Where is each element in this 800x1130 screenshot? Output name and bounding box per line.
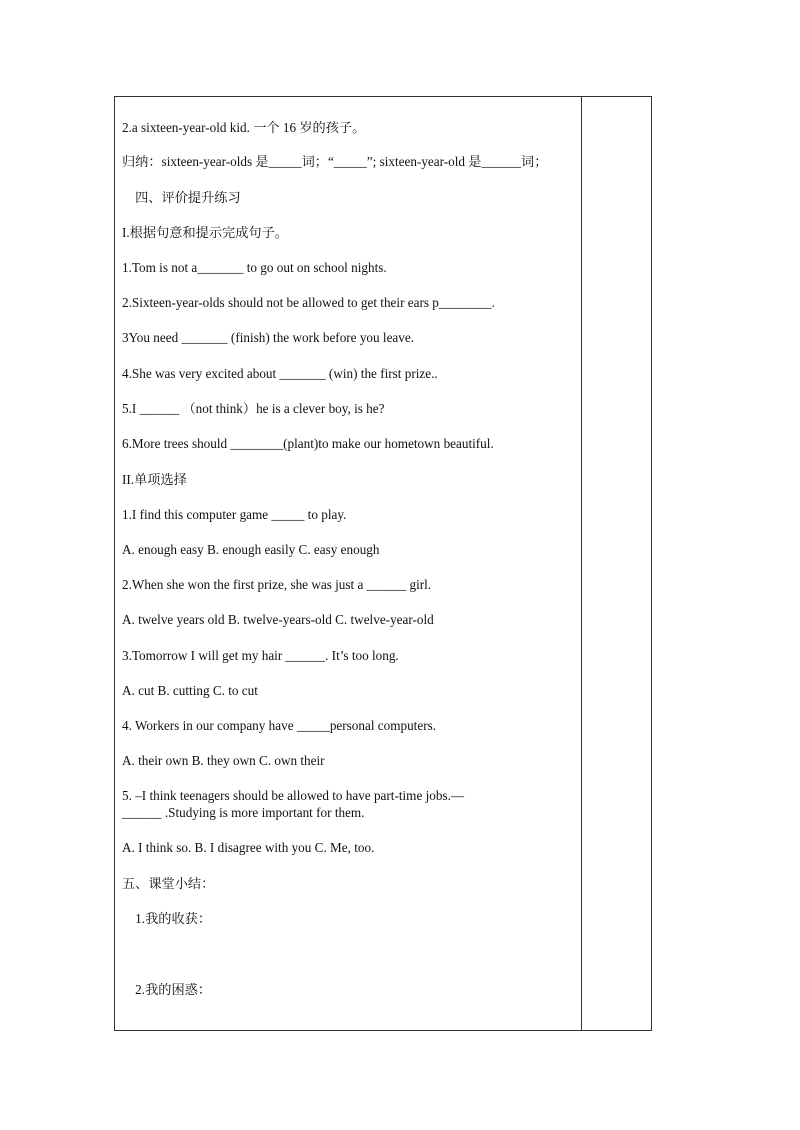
- choice-question-2: 2.When she won the first prize, she was just a ______ girl.: [122, 577, 432, 592]
- section-heading-practice: 四、评价提升练习: [122, 190, 241, 205]
- choice-question-5: 5. –I think teenagers should be allowed to have part-time jobs.— ______ .Studying is more important for them.: [122, 788, 465, 820]
- content-cell: [115, 97, 581, 1030]
- summary-gains: 1.我的收获：: [122, 911, 212, 926]
- notes-cell: [582, 97, 651, 1030]
- summary-line: 归纳：sixteen-year-olds 是_____词；“_____”; sixteen-year-old 是______词；: [122, 154, 548, 169]
- summary-confusions: 2.我的困惑：: [122, 982, 212, 997]
- section-heading-summary: 五、课堂小结：: [122, 876, 215, 891]
- choice-question-4: 4. Workers in our company have _____personal computers.: [122, 718, 437, 733]
- choice-options-2: A. twelve years old B. twelve-years-old C. twelve-year-old: [122, 612, 434, 627]
- fill-blank-question-3: 3You need _______ (finish) the work before you leave.: [122, 330, 415, 345]
- fill-blank-question-5: 5.I ______ （not think）he is a clever boy, is he?: [122, 401, 385, 416]
- choice-options-5: A. I think so. B. I disagree with you C. Me, too.: [122, 840, 375, 855]
- choice-options-4: A. their own B. they own C. own their: [122, 753, 325, 768]
- choice-question-3: 3.Tomorrow I will get my hair ______. It’s too long.: [122, 648, 399, 663]
- part-two-heading: II.单项选择: [122, 472, 187, 487]
- choice-question-1: 1.I find this computer game _____ to play.: [122, 507, 347, 522]
- choice-options-1: A. enough easy B. enough easily C. easy enough: [122, 542, 380, 557]
- fill-blank-question-1: 1.Tom is not a_______ to go out on school nights.: [122, 260, 387, 275]
- choice-options-3: A. cut B. cutting C. to cut: [122, 683, 258, 698]
- fill-blank-question-4: 4.She was very excited about _______ (win) the first prize..: [122, 366, 438, 381]
- worksheet-table: [114, 96, 652, 1031]
- part-one-heading: I.根据句意和提示完成句子。: [122, 225, 288, 240]
- fill-blank-question-6: 6.More trees should ________(plant)to make our hometown beautiful.: [122, 436, 494, 451]
- example-line: 2.a sixteen-year-old kid. 一个 16 岁的孩子。: [122, 120, 366, 135]
- fill-blank-question-2: 2.Sixteen-year-olds should not be allowed to get their ears p________.: [122, 295, 495, 310]
